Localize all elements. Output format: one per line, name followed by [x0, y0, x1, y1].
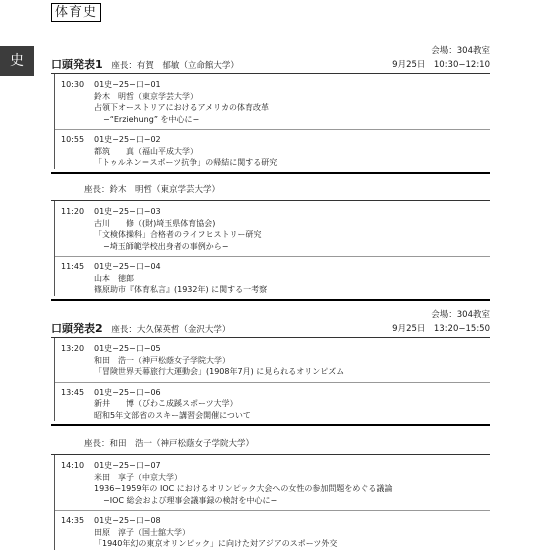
talk-id: 01史−25−口−02: [94, 135, 161, 144]
talk-id: 01史−25−口−05: [94, 344, 161, 353]
talk-subtitle: −埼玉師範学校出身者の事例から−: [103, 241, 229, 251]
talk-subtitle: −“Erziehung” を中心に−: [103, 114, 200, 124]
talk-list: [54, 455, 490, 550]
talk-title: 1936−1959年の IOC におけるオリンピック大会への女性の参加問題をめぐる議論: [94, 484, 393, 493]
talk-item: [55, 460, 490, 506]
talk-author: 山本 徳郎: [94, 273, 134, 283]
talk-title: 「文検体操科」合格者のライフヒストリー研究: [94, 230, 262, 239]
talk-time: 11:20: [61, 207, 85, 216]
talk-divider: [55, 129, 490, 130]
talk-divider: [55, 382, 490, 383]
talk-item: [55, 134, 490, 169]
talk-title: 「冒険世界天幕旅行大運動会」(1908年7月) に見られるオリンピズム: [94, 367, 345, 376]
talk-id: 01史−25−口−03: [94, 207, 161, 216]
session-block: [51, 185, 490, 301]
talk-time: 10:55: [61, 135, 85, 144]
talk-list: [54, 74, 490, 169]
talk-divider: [55, 510, 490, 511]
session-chair: 座長：有賀 郁敏（立命館大学）: [111, 61, 239, 71]
talk-time: 14:10: [61, 461, 85, 470]
talk-item: [55, 79, 490, 125]
talk-time: 14:35: [61, 516, 85, 525]
talk-time: 11:45: [61, 262, 85, 271]
venue-label: 会場：304教室: [431, 46, 490, 56]
talk-divider: [55, 256, 490, 257]
session-block: [51, 439, 490, 550]
talk-list: [54, 338, 490, 421]
talk-author: 田原 淳子（国士舘大学）: [94, 527, 190, 537]
talk-time: 10:30: [61, 80, 85, 89]
session-label: 口頭発表2: [51, 322, 103, 335]
talk-author: 都筑 真（福山平成大学）: [94, 146, 198, 156]
talk-item: [55, 387, 490, 422]
talk-item: [55, 343, 490, 378]
talk-title: 昭和5年文部省のスキー講習会開催について: [94, 410, 251, 420]
talk-author: 米田 享子（中京大学）: [94, 472, 182, 482]
session-label: 口頭発表1: [51, 58, 103, 71]
talk-author: 和田 浩一（神戸松蔭女子学院大学）: [94, 355, 230, 365]
session-header: [51, 58, 490, 72]
talk-subtitle: −IOC 総会および理事会議事録の検討を中心に−: [103, 495, 278, 505]
talk-author: 古川 修（(財)埼玉県体育協会): [94, 218, 216, 228]
session-chair: 座長：鈴木 明哲（東京学芸大学）: [84, 185, 221, 195]
session-end-rule: [51, 299, 490, 301]
section-tab: 史: [0, 46, 34, 76]
talk-time: 13:20: [61, 344, 85, 353]
talk-title: 「1940年幻の東京オリンピック」に向けた対アジアのスポーツ外交: [94, 539, 338, 548]
session-header: [51, 322, 490, 336]
session-time: 9月25日 13:20−15:50: [392, 324, 490, 334]
talk-id: 01史−25−口−01: [94, 80, 161, 89]
talk-id: 01史−25−口−07: [94, 461, 161, 470]
session-end-rule: [51, 424, 490, 426]
venue-label: 会場：304教室: [431, 310, 490, 320]
talk-title: 占領下オーストリアにおけるアメリカの体育改革: [94, 103, 270, 112]
session-chair: 座長：大久保英哲（金沢大学）: [111, 325, 231, 335]
talk-title: 篠原助市『体育私言』(1932年) に関する一考察: [94, 285, 268, 294]
talk-list: [54, 201, 490, 296]
talk-id: 01史−25−口−04: [94, 262, 161, 271]
session-time: 9月25日 10:30−12:10: [392, 60, 490, 70]
talk-item: [55, 261, 490, 296]
talk-author: 新井 博（びわこ成蹊スポーツ大学）: [94, 399, 238, 408]
talk-time: 13:45: [61, 387, 85, 397]
talk-id: 01史−25−口−06: [94, 387, 161, 397]
session-end-rule: [51, 172, 490, 174]
session-chair: 座長：和田 浩一（神戸松蔭女子学院大学）: [84, 439, 255, 449]
talk-id: 01史−25−口−08: [94, 516, 161, 525]
talk-item: [55, 206, 490, 252]
talk-item: [55, 515, 490, 550]
page-title: 体育史: [51, 3, 101, 22]
talk-title: 「トゥルネン＝スポーツ抗争」の帰結に関する研究: [94, 158, 278, 167]
talk-author: 鈴木 明哲（東京学芸大学）: [94, 91, 198, 101]
